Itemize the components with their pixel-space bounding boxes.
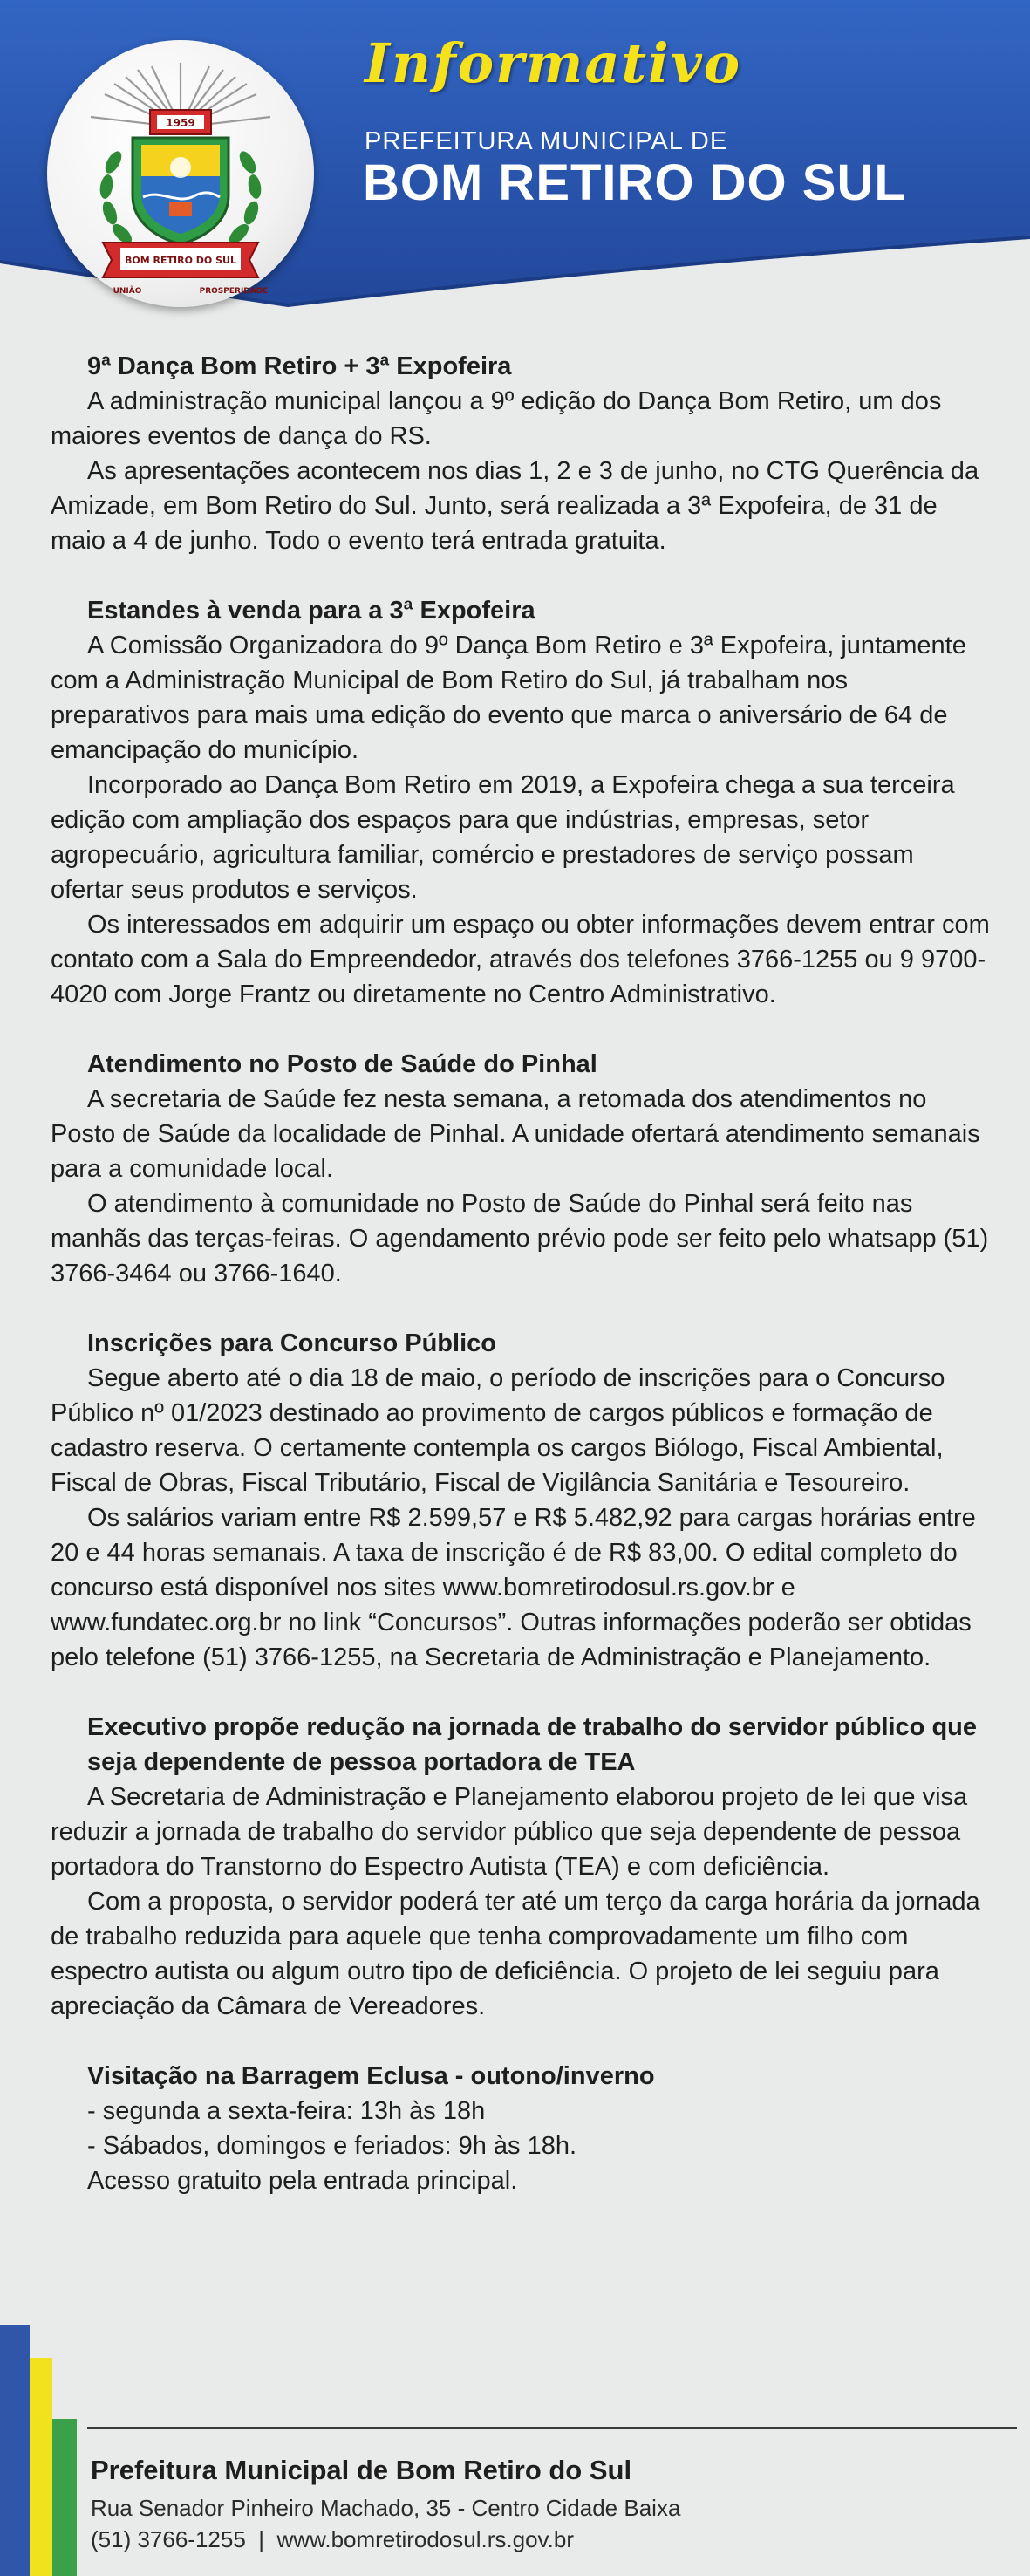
logo-banner-text: BOM RETIRO DO SUL — [125, 255, 236, 266]
article-paragraph: A administração municipal lançou a 9º edição do Dança Bom Retiro, um dos maiores eventos de dança do RS. — [51, 387, 942, 450]
schedule-line: - Sábados, domingos e feriados: 9h às 18h. — [87, 2132, 577, 2160]
schedule-line: - segunda a sexta-feira: 13h às 18h — [87, 2097, 486, 2125]
article-paragraph: Incorporado ao Dança Bom Retiro em 2019, a Expofeira chega a sua terceira edição com ampliação dos espaços para que indústrias, empresas, setor agropecuário, agricultura familiar, comércio e prestadores de serviço possam ofertar seus produtos e serviços. — [51, 771, 955, 904]
article-concurso-publico — [51, 1326, 992, 1675]
article-paragraph: Segue aberto até o dia 18 de maio, o período de inscrições para o Concurso Público nº 01/2023 destinado ao provimento de cargos públicos e formação de cadastro reserva. O certamente contempla os cargos Biólogo, Fiscal Ambiental, Fiscal de Obras, Fiscal Tributário, Fiscal de Vigilância Sanitária e Tesoureiro. — [51, 1364, 945, 1497]
article-paragraph: Com a proposta, o servidor poderá ter até um terço da carga horária da jornada de trabalho reduzida para aquele que tenha comprovadamente um filho com espectro autista ou algum outro tipo de deficiência. O projeto de lei seguiu para apreciação da Câmara de Vereadores. — [51, 1888, 980, 2020]
schedule-line: Acesso gratuito pela entrada principal. — [87, 2167, 518, 2195]
article-paragraph: A Secretaria de Administração e Planejamento elaborou projeto de lei que visa reduzir a jornada de trabalho do servidor público que seja dependente de pessoa portadora do Transtorno do Espectro Autista (TEA) e com deficiência. — [51, 1783, 968, 1881]
footer-title: Prefeitura Municipal de Bom Retiro do Sul — [91, 2455, 632, 2485]
article-danca-bom-retiro — [51, 349, 992, 558]
article-title: Executivo propõe redução na jornada de trabalho do servidor público que seja dependente de pessoa portadora de TEA — [87, 1713, 978, 1776]
article-jornada-tea — [51, 1710, 992, 2024]
footer-divider — [87, 2427, 1017, 2429]
logo-motto-left: UNIÃO — [113, 287, 142, 296]
logo-motto-right: PROSPERIDADE — [199, 287, 269, 296]
footer-stripe-green — [52, 2419, 77, 2576]
article-title: Inscrições para Concurso Público — [87, 1329, 496, 1357]
visit-schedule — [51, 2094, 992, 2198]
footer-stripe-yellow — [30, 2358, 52, 2576]
municipal-coat-of-arms-logo — [47, 40, 314, 307]
article-posto-saude-pinhal — [51, 1047, 992, 1291]
article-title: Estandes à venda para a 3ª Expofeira — [87, 597, 535, 625]
article-title: Visitação na Barragem Eclusa - outono/inverno — [87, 2062, 655, 2090]
article-paragraph: O atendimento à comunidade no Posto de Saúde do Pinhal será feito nas manhãs das terças-feiras. O agendamento prévio pode ser feito pelo whatsapp (51) 3766-3464 ou 3766-1640. — [51, 1190, 989, 1288]
header-title: Informativo — [365, 31, 742, 95]
footer-stripe-blue — [0, 2325, 30, 2576]
article-paragraph: Os interessados em adquirir um espaço ou obter informações devem entrar com contato com a Sala do Empreendedor, através dos telefones 3766-1255 ou 9 9700-4020 com Jorge Frantz ou diretamente no Centro Administrativo. — [51, 911, 990, 1008]
article-paragraph: A secretaria de Saúde fez nesta semana, a retomada dos atendimentos no Posto de Saúde da localidade de Pinhal. A unidade ofertará atendimento semanais para a comunidade local. — [51, 1085, 980, 1183]
footer-contact: (51) 3766-1255 | www.bomretirodosul.rs.gov.br — [91, 2526, 574, 2552]
article-title: Atendimento no Posto de Saúde do Pinhal — [87, 1050, 597, 1078]
logo-year: 1959 — [166, 117, 195, 129]
article-title: 9ª Dança Bom Retiro + 3ª Expofeira — [87, 352, 512, 380]
article-estandes-expofeira — [51, 593, 992, 1012]
article-paragraph: As apresentações acontecem nos dias 1, 2 e 3 de junho, no CTG Querência da Amizade, em Bom Retiro do Sul. Junto, será realizada a 3ª Expofeira, de 31 de maio a 4 de junho. Todo o evento terá entrada gratuita. — [51, 457, 979, 555]
coat-of-arms-icon — [47, 40, 314, 307]
article-paragraph: A Comissão Organizadora do 9º Dança Bom Retiro e 3ª Expofeira, juntamente com a Administração Municipal de Bom Retiro do Sul, já trabalham nos preparativos para mais uma edição do evento que marca o aniversário de 64 de emancipação do município. — [51, 632, 966, 764]
header-subtitle: PREFEITURA MUNICIPAL DE — [365, 127, 728, 155]
article-paragraph: Os salários variam entre R$ 2.599,57 e R$ 5.482,92 para cargas horárias entre 20 e 44 horas semanais. A taxa de inscrição é de R$ 83,00. O edital completo do concurso está disponível nos sites www.bomretirodosul.rs.gov.br e www.fundatec.org.br no link “Concursos”. Outras informações poderão ser obtidas pelo telefone (51) 3766-1255, na Secretaria de Administração e Planejamento. — [51, 1504, 976, 1671]
header-city-name: BOM RETIRO DO SUL — [363, 154, 906, 211]
footer-address: Rua Senador Pinheiro Machado, 35 - Centro Cidade Baixa — [91, 2495, 681, 2521]
news-content — [51, 349, 992, 2233]
article-barragem-eclusa — [51, 2059, 992, 2198]
